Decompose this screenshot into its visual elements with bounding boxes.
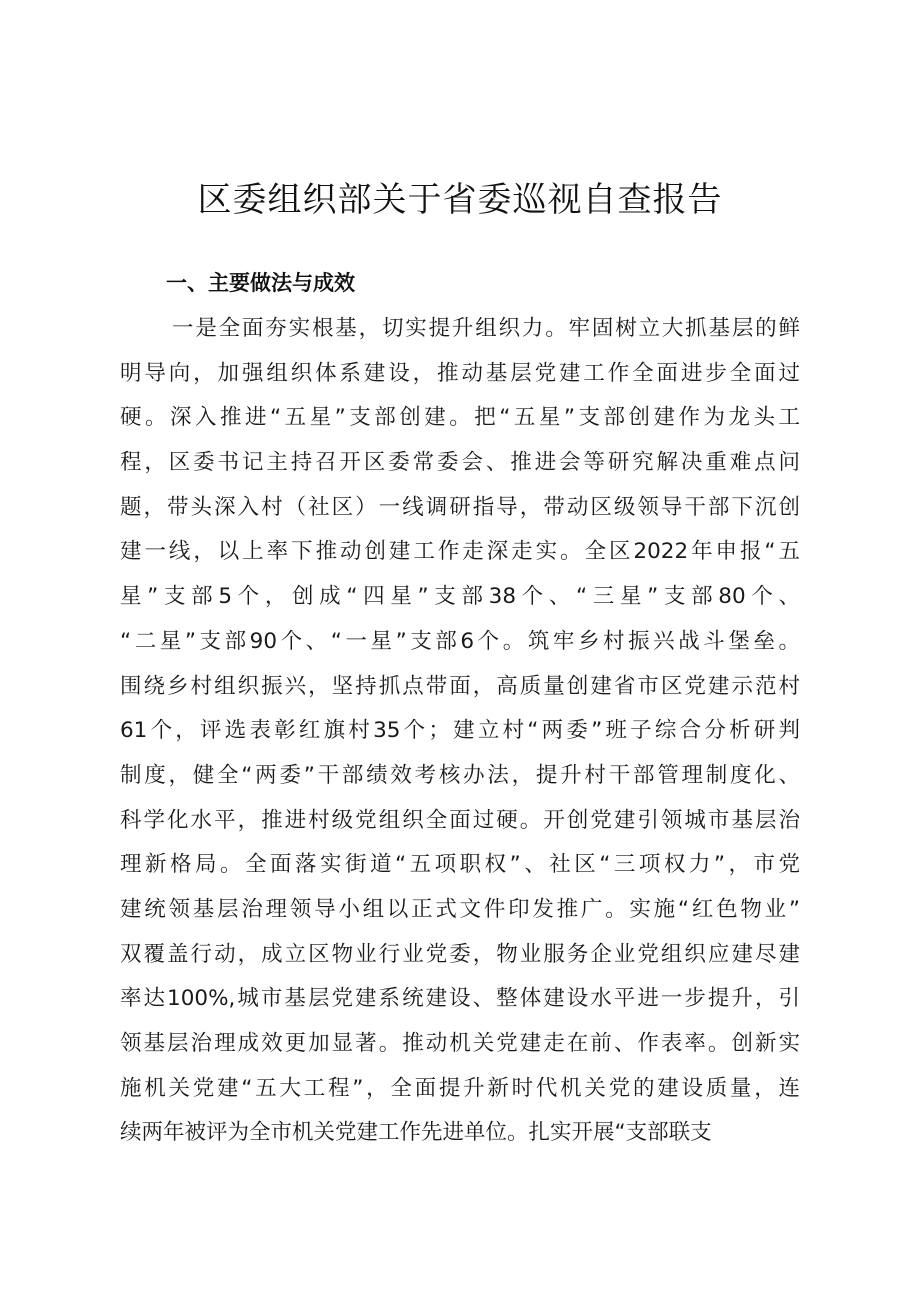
body-line: 制度，健全“两委”干部绩效考核办法，提升村干部管理制度化、 [120, 762, 800, 788]
body-line: 率达100%,城市基层党建系统建设、整体建设水平进一步提升，引 [120, 986, 800, 1012]
body-line: 施机关党建“五大工程”，全面提升新时代机关党的建设质量，连 [120, 1075, 800, 1101]
document-title: 区委组织部关于省委巡视自查报告 [197, 180, 723, 220]
body-line: 题，带头深入村（社区）一线调研指导，带动区级领导干部下沉创 [120, 494, 800, 520]
body-line: “二星”支部90个、“一星”支部6个。筑牢乡村振兴战斗堡垒。 [120, 628, 800, 654]
body-line: 续两年被评为全市机关党建工作先进单位。扎实开展“支部联支 [120, 1120, 712, 1146]
body-line: 围绕乡村组织振兴，坚持抓点带面，高质量创建省市区党建示范村 [120, 673, 800, 699]
body-line: 科学化水平，推进村级党组织全面过硬。开创党建引领城市基层治 [120, 807, 800, 833]
body-text [120, 307, 800, 1156]
body-line: 硬。深入推进“五星”支部创建。把“五星”支部创建作为龙头工 [120, 405, 800, 431]
body-line: 明导向，加强组织体系建设，推动基层党建工作全面进步全面过 [120, 360, 800, 386]
body-line: 61个，评选表彰红旗村35个；建立村“两委”班子综合分析研判 [120, 718, 800, 744]
body-line: 双覆盖行动，成立区物业行业党委，物业服务企业党组织应建尽建 [120, 941, 800, 967]
body-line: 一是全面夯实根基，切实提升组织力。牢固树立大抓基层的鲜 [172, 316, 800, 341]
body-line: 领基层治理成效更加显著。推动机关党建走在前、作表率。创新实 [120, 1031, 800, 1056]
section-heading: 一、主要做法与成效 [166, 271, 355, 295]
body-line: 星”支部5个，创成“四星”支部38个、“三星”支部80个、 [120, 584, 800, 610]
body-line: 建一线，以上率下推动创建工作走深走实。全区2022年申报“五 [120, 539, 800, 565]
body-line: 建统领基层治理领导小组以正式文件印发推广。实施“红色物业” [120, 896, 800, 922]
body-line: 程，区委书记主持召开区委常委会、推进会等研究解决重难点问 [120, 450, 800, 476]
body-line: 理新格局。全面落实街道“五项职权”、社区“三项权力”，市党 [120, 852, 800, 878]
